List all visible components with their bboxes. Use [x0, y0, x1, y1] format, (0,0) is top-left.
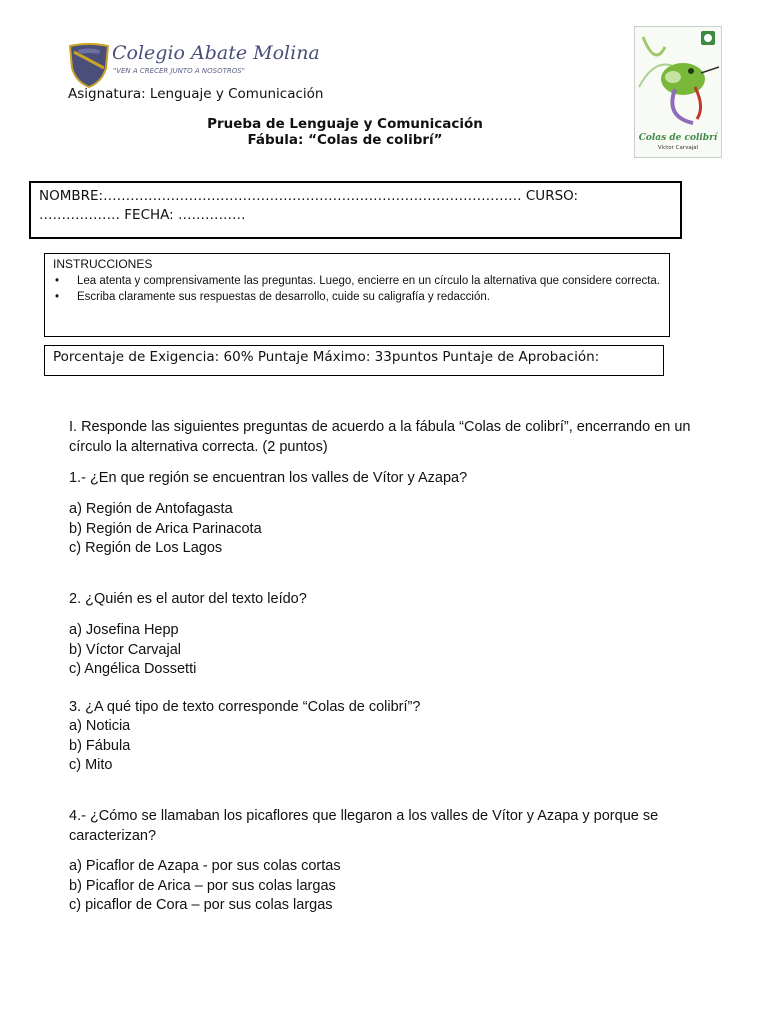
instruction-item: • Lea atenta y comprensivamente las preguntas. Luego, encierre en un círculo la alternativa que considere correcta. — [55, 275, 661, 287]
option[interactable]: a) Josefina Hepp — [69, 622, 179, 638]
bullet-icon: • — [55, 291, 60, 303]
instructions-box — [44, 253, 670, 337]
question-1-options — [69, 500, 709, 559]
date-line: ……………… FECHA: …………… — [39, 207, 246, 223]
score-box — [44, 345, 664, 376]
score-text: Porcentaje de Exigencia: 60% Puntaje Máximo: 33puntos Puntaje de Aprobación: — [53, 349, 600, 365]
question-4-options — [69, 857, 709, 916]
instruction-item: • Escriba claramente sus respuestas de desarrollo, cuide su caligrafía y redacción. — [55, 291, 490, 303]
subject-label: Asignatura: Lenguaje y Comunicación — [68, 86, 324, 102]
cover-author: Víctor Carvajal — [657, 145, 699, 151]
option[interactable]: c) Región de Los Lagos — [69, 540, 223, 556]
name-course-line: NOMBRE:………………………………………………………………………………… CURSO: — [39, 188, 579, 204]
fable-title: Fábula: “Colas de colibrí” — [247, 132, 443, 148]
option[interactable]: b) Picaflor de Arica – por sus colas largas — [69, 877, 336, 894]
test-title: Prueba de Lenguaje y Comunicación — [207, 116, 483, 132]
option[interactable]: a) Picaflor de Azapa - por sus colas cortas — [69, 858, 341, 874]
option[interactable]: a) Región de Antofagasta — [69, 501, 233, 517]
book-cover-image — [634, 26, 722, 158]
option[interactable]: b) Región de Arica Parinacota — [69, 520, 262, 537]
option[interactable]: c) picaflor de Cora – por sus colas largas — [69, 897, 333, 913]
bullet-icon: • — [55, 275, 60, 287]
school-motto: "VEN A CRECER JUNTO A NOSOTROS" — [113, 67, 245, 75]
option[interactable]: a) Noticia — [69, 718, 131, 734]
school-shield-logo — [68, 42, 110, 88]
question-3: 3. ¿A qué tipo de texto corresponde “Colas de colibrí”? — [69, 699, 421, 715]
instructions-title: INSTRUCCIONES — [53, 257, 153, 271]
option[interactable]: b) Fábula — [69, 737, 131, 754]
section-heading: I. Responde las siguientes preguntas de acuerdo a la fábula “Colas de colibrí”, encerrando en un círculo la alternativa correcta. (2 puntos) — [69, 419, 691, 455]
question-2-options — [69, 621, 709, 680]
question-4: 4.- ¿Cómo se llamaban los picaflores que llegaron a los valles de Vítor y Azapa y porque se caracterizan? — [69, 808, 659, 844]
hummingbird-illustration — [635, 27, 721, 131]
question-2: 2. ¿Quién es el autor del texto leído? — [69, 591, 307, 607]
question-3-options — [69, 717, 709, 776]
option[interactable]: c) Angélica Dossetti — [69, 661, 197, 677]
student-info-box — [29, 181, 682, 239]
option[interactable]: b) Víctor Carvajal — [69, 641, 182, 658]
school-name: Colegio Abate Molina — [112, 42, 320, 64]
option[interactable]: c) Mito — [69, 757, 113, 773]
question-1: 1.- ¿En que región se encuentran los valles de Vítor y Azapa? — [69, 470, 468, 486]
cover-title: Colas de colibrí — [638, 133, 718, 143]
